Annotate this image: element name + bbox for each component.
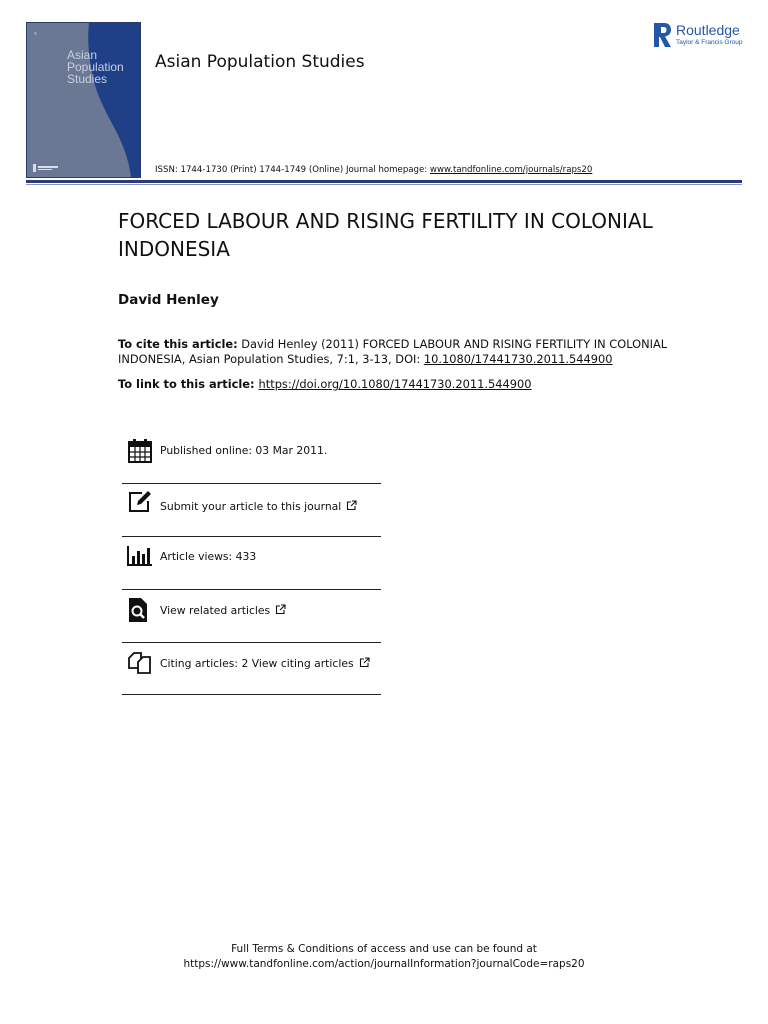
related-articles-link[interactable]: View related articles	[160, 604, 286, 617]
cover-title: Asian Population Studies	[67, 48, 124, 86]
cite-doi-link[interactable]: 10.1080/17441730.2011.544900	[423, 352, 613, 366]
cite-label: To cite this article:	[118, 337, 238, 351]
publisher-name: Routledge	[676, 22, 740, 38]
footer-terms: Full Terms & Conditions of access and use can be found at	[231, 943, 537, 955]
article-views: Article views: 433	[160, 550, 257, 563]
citing-row[interactable]	[122, 645, 381, 698]
divider	[122, 642, 381, 643]
article-title: FORCED LABOUR AND RISING FERTILITY IN COLONIAL INDONESIA	[118, 209, 653, 261]
article-author: David Henley	[118, 292, 219, 308]
cover-dark-panel	[27, 23, 140, 177]
divider	[122, 589, 381, 590]
journal-homepage-link[interactable]: www.tandfonline.com/journals/raps20	[429, 165, 593, 175]
cite-text: David Henley (2011) FORCED LABOUR AND RISING FERTILITY IN COLONIAL INDONESIA, Asian Population Studies, 7:1, 3-13, DOI:	[118, 337, 668, 366]
citations-icon	[127, 650, 153, 676]
publisher-tagline: Taylor & Francis Group	[676, 39, 743, 46]
views-row	[122, 539, 381, 592]
issn-text: ISSN: 1744-1730 (Print) 1744-1749 (Online) Journal homepage:	[155, 165, 430, 175]
link-line	[118, 377, 532, 391]
divider	[122, 536, 381, 537]
published-date: Published online: 03 Mar 2011.	[160, 444, 328, 457]
footer	[0, 942, 768, 972]
submit-row[interactable]	[122, 486, 381, 539]
issn-line	[155, 165, 592, 175]
header-rule-thin	[26, 184, 742, 185]
external-link-icon	[346, 500, 357, 511]
calendar-icon	[127, 438, 153, 464]
routledge-r-icon	[652, 21, 672, 49]
search-document-icon	[127, 597, 153, 623]
related-row[interactable]	[122, 592, 381, 645]
header-rule	[26, 180, 742, 183]
citing-articles-link[interactable]: Citing articles: 2 View citing articles	[160, 657, 370, 670]
article-doi-link[interactable]: https://doi.org/10.1080/17441730.2011.544900	[258, 377, 532, 391]
bar-chart-icon	[127, 543, 153, 569]
journal-name: Asian Population Studies	[155, 52, 365, 72]
edit-icon	[127, 489, 153, 515]
divider	[122, 483, 381, 484]
citation-block	[118, 337, 678, 367]
journal-cover-image	[26, 22, 141, 178]
external-link-icon	[275, 604, 286, 615]
cover-publisher-logo	[33, 164, 61, 172]
link-label: To link to this article:	[118, 377, 255, 391]
submit-article-link[interactable]: Submit your article to this journal	[160, 500, 357, 513]
published-row	[122, 434, 381, 487]
divider	[122, 694, 381, 695]
external-link-icon	[359, 657, 370, 668]
footer-url[interactable]: https://www.tandfonline.com/action/journalInformation?journalCode=raps20	[183, 958, 585, 970]
cover-small-mark: ≡	[34, 31, 37, 37]
